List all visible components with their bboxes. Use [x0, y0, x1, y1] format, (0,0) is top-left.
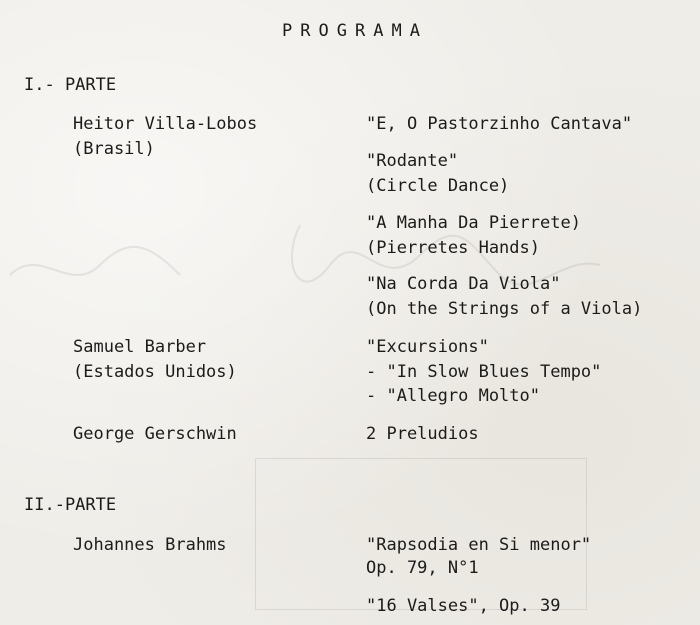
work-title: "16 Valses", Op. 39	[366, 596, 561, 616]
composer-gerschwin: George Gerschwin	[73, 424, 237, 444]
work-title: "Rapsodia en Si menor"	[366, 535, 592, 555]
work-title: "Rodante"	[366, 151, 459, 171]
part-2-heading: II.-PARTE	[24, 495, 117, 515]
work-subtitle: (Circle Dance)	[366, 176, 510, 196]
part-1-heading: I.- PARTE	[24, 75, 117, 95]
composer-villa-lobos: Heitor Villa-Lobos	[73, 114, 258, 134]
work-subtitle: (Pierretes Hands)	[366, 238, 540, 258]
work-title: 2 Preludios	[366, 424, 479, 444]
work-title: "A Manha Da Pierrete)	[366, 213, 581, 233]
composer-country: (Brasil)	[73, 139, 155, 159]
work-movement: - "Allegro Molto"	[366, 386, 540, 406]
composer-barber: Samuel Barber	[73, 337, 207, 357]
work-movement: - "In Slow Blues Tempo"	[366, 362, 602, 382]
work-title: "E, O Pastorzinho Cantava"	[366, 114, 633, 134]
work-title: "Na Corda Da Viola"	[366, 274, 561, 294]
program-title: PROGRAMA	[282, 21, 428, 41]
work-opus: Op. 79, N°1	[366, 558, 479, 578]
work-subtitle: (On the Strings of a Viola)	[366, 299, 643, 319]
work-title: "Excursions"	[366, 337, 489, 357]
bleed-through-box	[255, 458, 587, 610]
composer-country: (Estados Unidos)	[73, 362, 237, 382]
composer-brahms: Johannes Brahms	[73, 535, 227, 555]
